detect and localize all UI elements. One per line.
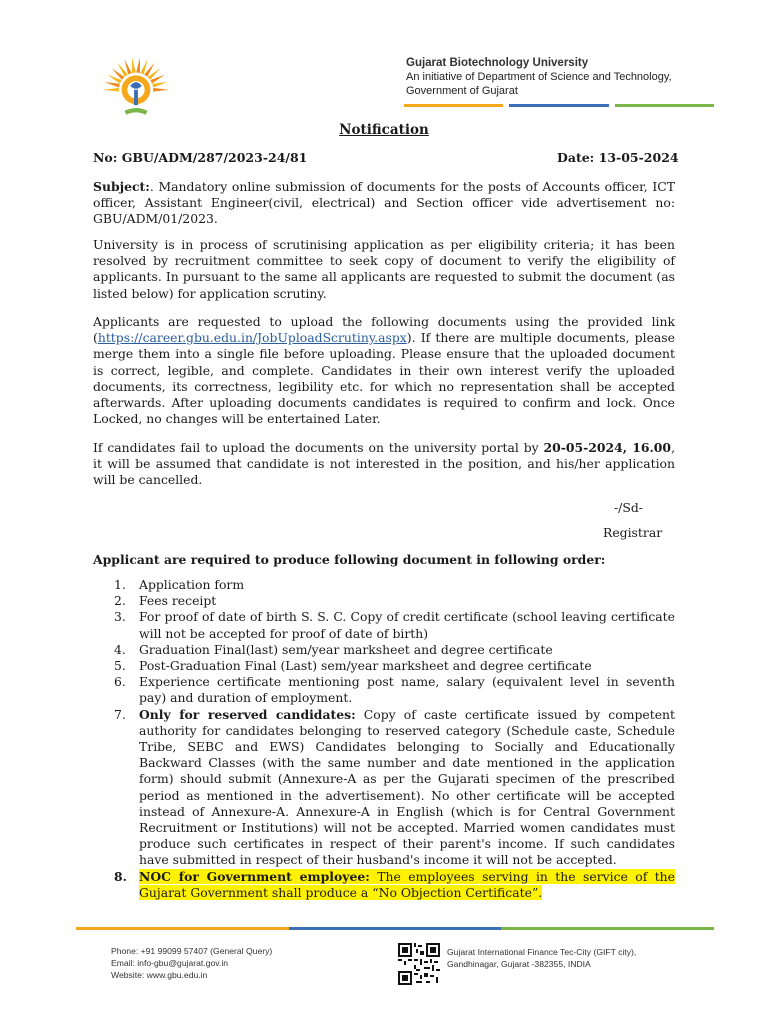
documents-list <box>112 577 675 901</box>
list-number: 3. <box>114 609 126 625</box>
header-text <box>406 56 672 98</box>
qr-code-icon <box>398 943 440 985</box>
list-item <box>112 577 675 593</box>
list-bold-label: NOC for Government employee: <box>139 868 370 884</box>
header-line-2: An initiative of Department of Science and Technology, <box>406 71 672 83</box>
list-item <box>112 707 675 869</box>
footer-address-line-2: Gandhinagar, Gujarat -382355, INDIA <box>447 959 591 970</box>
list-number: 5. <box>114 658 126 674</box>
deadline-text-end: , it will be assumed that candidate is not interested in the position, and his/her application will be cancelled. <box>93 440 676 488</box>
university-name: Gujarat Biotechnology University <box>406 57 589 69</box>
footer-contact <box>111 945 272 982</box>
footer-color-bars <box>76 927 714 930</box>
list-text: Post-Graduation Final (Last) sem/year marksheet and degree certificate <box>139 658 592 674</box>
list-text: The employees serving in the service of the Gujarat Government shall produce a “No Objection Certificate”. <box>139 868 675 900</box>
footer-email: Email: info-gbu@gujarat.gov.in <box>111 958 229 969</box>
list-number: 1. <box>114 577 126 592</box>
upload-text-start: Applicants are requested to upload the following documents using the provided link ( <box>93 314 675 346</box>
list-number: 4. <box>114 641 126 657</box>
footer-bar-orange <box>76 927 289 930</box>
list-item <box>112 609 675 641</box>
scrutiny-paragraph: University is in process of scrutinising application as per eligibility criteria; it has been resolved by recruitment committee to seek copy of document to verify the eligibility of applicants. In pursuant to the same all applicants are requested to submit the document (as listed below) for application scrutiny. <box>93 237 675 301</box>
list-item <box>112 642 675 658</box>
footer-bar-green <box>501 927 714 930</box>
notice-title: Notification <box>339 122 429 138</box>
university-logo <box>88 36 184 132</box>
list-number: 2. <box>114 593 126 609</box>
documents-heading: Applicant are required to produce following document in following order: <box>93 552 606 567</box>
footer-address <box>447 946 636 970</box>
list-item <box>112 593 675 609</box>
list-text: Fees receipt <box>139 593 217 609</box>
footer-address-line-1: Gujarat International Finance Tec-City (GIFT city), <box>447 947 637 957</box>
footer-phone: Phone: +91 99099 57407 (General Query) <box>111 946 273 956</box>
highlight <box>139 869 675 900</box>
list-item-highlighted <box>112 869 675 901</box>
list-item <box>112 674 675 706</box>
list-text: For proof of date of birth S. S. C. Copy of credit certificate (school leaving certificate will not be accepted for proof of date of birth) <box>139 609 675 641</box>
deadline-paragraph <box>93 440 675 489</box>
list-text: Application form <box>139 577 245 592</box>
list-text: Copy of caste certificate issued by competent authority for candidates belonging to reserved category (Schedule caste, Schedule Tribe, SEBC and EWS) Candidates belonging to Socially and Educationally Backward Classes (with the same number and date mentioned in the application form) should submit (Annexure-A as per the Gujarati specimen of the prescribed period as mentioned in the advertisement). No other certificate will be accepted instead of Annexure-A. Annexure-A in English (which is for Central Government Recruitment or Institutions) will not be accepted. Married women candidates must produce such certificates in respect of their parent's income. If such candidates have submitted in respect of their husband's income it will not be accepted. <box>139 706 675 868</box>
header-bar-orange <box>404 104 503 107</box>
list-bold-label: Only for reserved candidates: <box>139 706 356 722</box>
list-item <box>112 658 675 674</box>
reference-number: No: GBU/ADM/287/2023-24/81 <box>93 150 308 165</box>
signature-mark: -/Sd- <box>614 500 643 515</box>
footer-bar-blue <box>289 927 502 930</box>
deadline-text-start: If candidates fail to upload the documents on the university portal by <box>93 440 544 455</box>
footer-website: Website: www.gbu.edu.in <box>111 970 208 981</box>
notice-date: Date: 13-05-2024 <box>557 150 679 165</box>
list-text: Experience certificate mentioning post name, salary (equivalent level in seventh pay) and duration of employment. <box>139 674 675 706</box>
signatory-title: Registrar <box>603 525 663 540</box>
subject-label: Subject: <box>93 179 150 194</box>
list-number: 8. <box>114 868 127 884</box>
list-number: 7. <box>114 706 126 722</box>
subject-paragraph <box>93 179 675 228</box>
list-text: Graduation Final(last) sem/year marksheet and degree certificate <box>139 641 553 657</box>
header-bar-blue <box>509 104 608 107</box>
list-number: 6. <box>114 674 126 690</box>
upload-link[interactable]: https://career.gbu.edu.in/JobUploadScrutiny.aspx <box>97 330 407 346</box>
upload-text-end: ). If there are multiple documents, please merge them into a single file before uploading. Please ensure that the uploaded document is correct, legible, and complete. Candidates in their own interest verify the uploaded documents, its correctness, legibility etc. for which no representation shall be accepted afterwards. After uploading documents candidates is required to confirm and lock. Once Locked, no changes will be entertained Later. <box>93 330 675 427</box>
header-color-bars <box>404 104 714 107</box>
header-bar-green <box>615 104 714 107</box>
deadline-value: 20-05-2024, 16.00 <box>543 440 672 455</box>
header-line-3: Government of Gujarat <box>406 85 518 97</box>
upload-paragraph <box>93 314 675 427</box>
subject-text: . Mandatory online submission of documents for the posts of Accounts officer, ICT officer, Assistant Engineer(civil, electrical) and Section officer vide advertisement no: GBU/ADM/01/2023. <box>93 179 675 227</box>
